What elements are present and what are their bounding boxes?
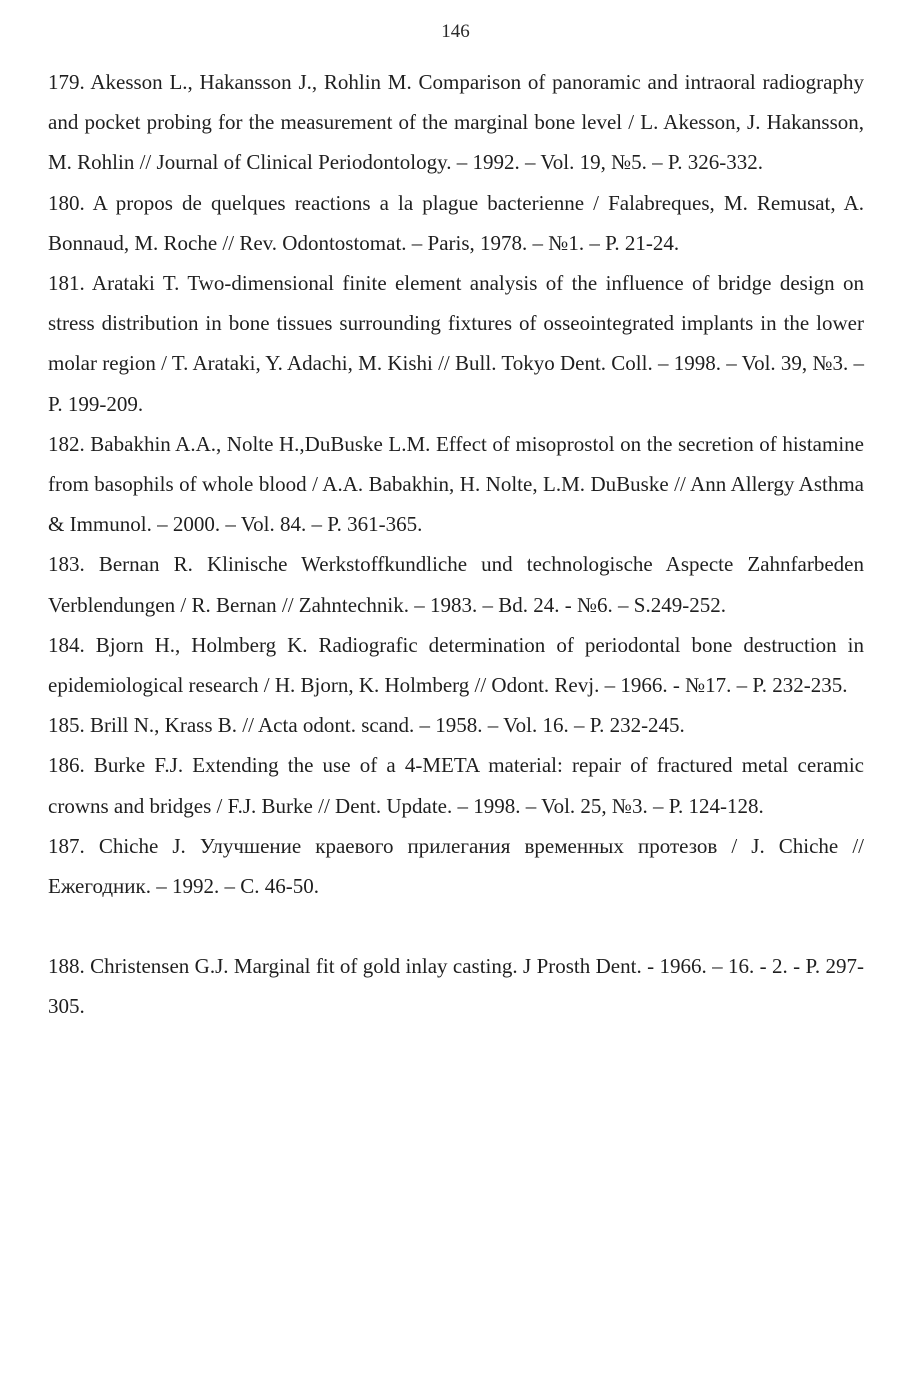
reference-item: 181. Arataki T. Two-dimensional finite element analysis of the influence of bridge design on stress distribution in bone tissues surrounding fixtures of osseointegrated implants in the lower molar region / T. Arataki, Y. Adachi, M. Kishi // Bull. Tokyo Dent. Coll. – 1998. – Vol. 39, №3. – P. 199-209. xyxy=(48,271,864,416)
reference-item: 183. Bernan R. Klinische Werkstoffkundliche und technologische Aspecte Zahnfarbeden Verblendungen / R. Bernan // Zahntechnik. – 1983. – Bd. 24. - №6. – S.249-252. xyxy=(48,552,864,617)
reference-item: 187. Chiche J. Улучшение краевого прилегания временных протезов / J. Chiche // Ежегодник. – 1992. – С. 46-50. xyxy=(48,833,864,899)
reference-item: 186. Burke F.J. Extending the use of a 4-META material: repair of fractured metal ceramic crowns and bridges / F.J. Burke // Dent. Update. – 1998. – Vol. 25, №3. – P. 124-128. xyxy=(48,753,864,818)
reference-list xyxy=(48,62,864,1027)
reference-item: 179. Akesson L., Hakansson J., Rohlin M. Comparison of panoramic and intraoral radiography and pocket probing for the measurement of the marginal bone level / L. Akesson, J. Hakansson, M. Rohlin // Journal of Clinical Periodontology. – 1992. – Vol. 19, №5. – P. 326-332. xyxy=(48,70,864,175)
reference-item: 184. Bjorn H., Holmberg K. Radiografic determination of periodontal bone destruction in epidemiological research / H. Bjorn, K. Holmberg // Odont. Revj. – 1966. - №17. – P. 232-235. xyxy=(48,632,864,698)
page-number: 146 xyxy=(441,21,470,42)
reference-item: 182. Babakhin A.A., Nolte H.,DuBuske L.M. Effect of misoprostol on the secretion of histamine from basophils of whole blood / A.A. Babakhin, H. Nolte, L.M. DuBuske // Ann Allergy Asthma & Immunol. – 2000. – Vol. 84. – P. 361-365. xyxy=(48,431,864,537)
reference-item: 188. Christensen G.J. Marginal fit of gold inlay casting. J Prosth Dent. - 1966. – 16. - 2. - P. 297-305. xyxy=(48,954,864,1019)
reference-item: 180. A propos de quelques reactions a la plague bacterienne / Falabreques, M. Remusat, A. Bonnaud, M. Roche // Rev. Odontostomat. – Paris, 1978. – №1. – P. 21-24. xyxy=(48,190,864,255)
reference-item: 185. Brill N., Krass B. // Acta odont. scand. – 1958. – Vol. 16. – P. 232-245. xyxy=(48,713,685,738)
